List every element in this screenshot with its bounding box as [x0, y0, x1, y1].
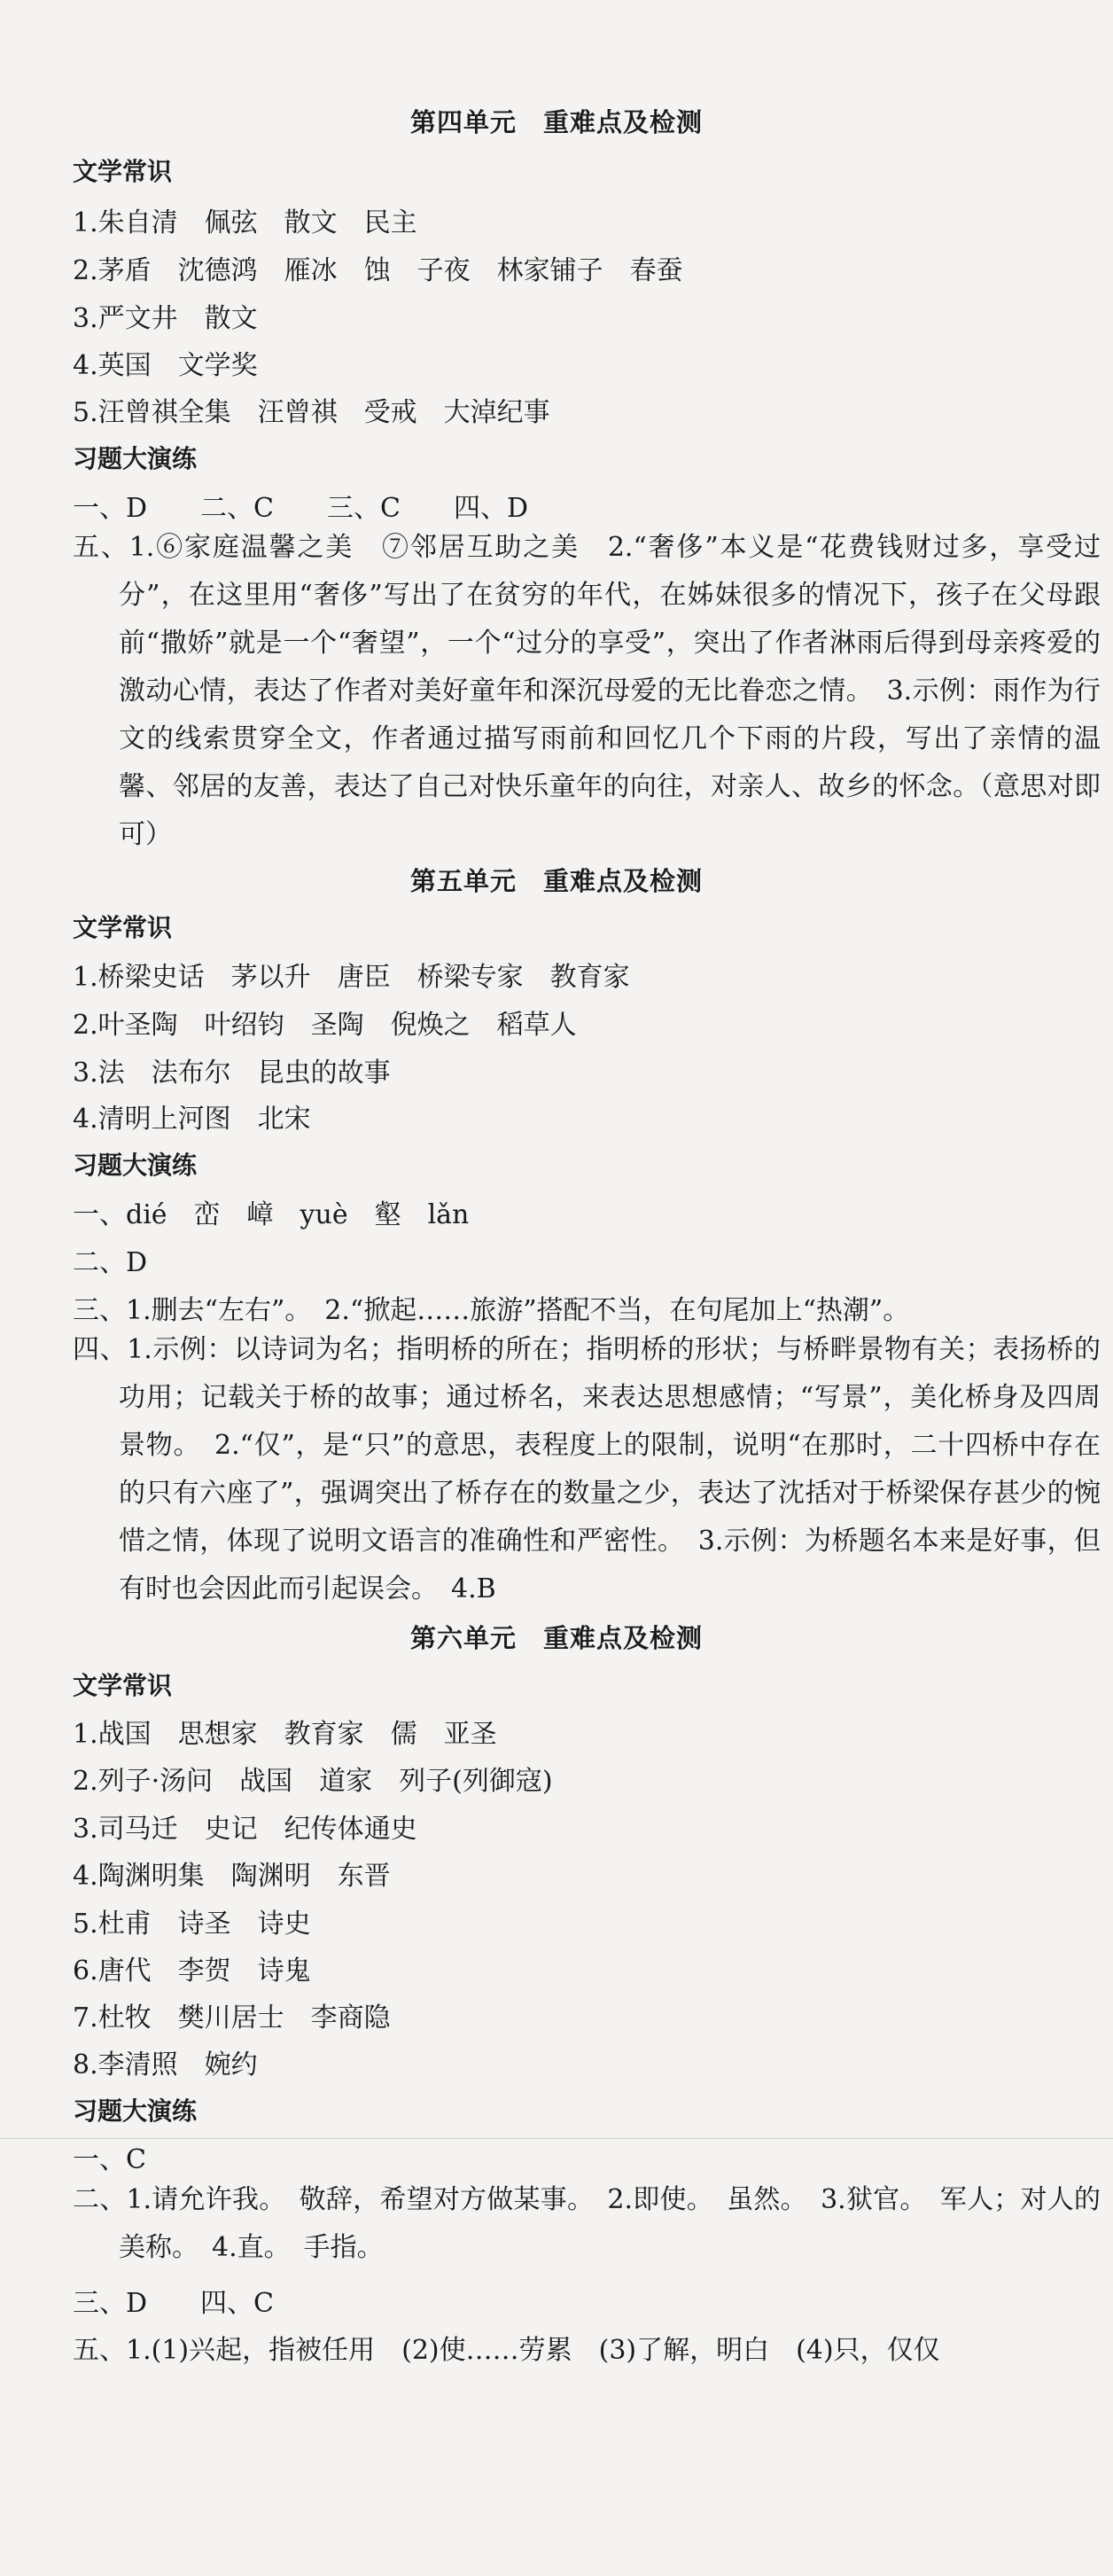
unit6-title: 第六单元 重难点及检测	[409, 1623, 703, 1653]
unit4-literature-item: 2.茅盾 沈德鸿 雁冰 蚀 子夜 林家铺子 春蚕	[73, 255, 683, 286]
unit5-answer-4: 四、1.示例：以诗词为名；指明桥的所在；指明桥的形状；与桥畔景物有关；表扬桥的功用；记载关于桥的故事；通过桥名，来表达思想感情；“写景”，美化桥身及四周景物。 2.“仅”，是“只”的意思，表程度上的限制，说明“在那时，二十四桥中存在的只有六座了”，强调突出了桥存在的数量之少，表达了沈括对于桥梁保存甚少的惋惜之情，体现了说明文语言的准确性和严密性。 3.示例：为桥题名本来是好事，但有时也会因此而引起误会。 4.B	[73, 1334, 1101, 1604]
unit5-literature-item: 3.法 法布尔 昆虫的故事	[73, 1058, 391, 1089]
unit5-literature-item: 1.桥梁史话 茅以升 唐臣 桥梁专家 教育家	[73, 962, 630, 993]
unit5-answer-2: 二、D	[73, 1247, 148, 1278]
unit5-answer-3: 三、1.删去“左右”。 2.“掀起……旅游”搭配不当，在句尾加上“热潮”。	[73, 1295, 910, 1326]
unit6-literature-item: 1.战国 思想家 教育家 儒 亚圣	[73, 1719, 497, 1750]
unit6-literature-item: 2.列子·汤问 战国 道家 列子(列御寇)	[73, 1766, 553, 1797]
unit6-answer-2: 二、1.请允许我。 敬辞，希望对方做某事。 2.即使。 虽然。 3.狱官。 军人；对人的美称。 4.直。 手指。	[73, 2184, 1101, 2263]
unit4-answer-5: 五、1.⑥家庭温馨之美 ⑦邻居互助之美 2.“奢侈”本义是“花费钱财过多，享受过分”，在这里用“奢侈”写出了在贫穷的年代，在姊妹很多的情况下，孩子在父母跟前“撒娇”就是一个“奢望”，一个“过分的享受”，突出了作者淋雨后得到母亲疼爱的激动心情，表达了作者对美好童年和深沉母爱的无比眷恋之情。 3.示例：雨作为行文的线索贯穿全文，作者通过描写雨前和回忆几个下雨的片段，写出了亲情的温馨、邻居的友善，表达了自己对快乐童年的向往，对亲人、故乡的怀念。（意思对即可）	[73, 532, 1101, 850]
unit5-exercise-heading: 习题大演练	[73, 1151, 198, 1180]
unit5-literature-item: 4.清明上河图 北宋	[73, 1104, 311, 1135]
unit4-literature-item: 1.朱自清 佩弦 散文 民主	[73, 207, 417, 238]
unit6-answers-3-4: 三、D 四、C	[73, 2288, 275, 2319]
unit6-literature-item: 3.司马迁 史记 纪传体通史	[73, 1814, 417, 1845]
unit4-title: 第四单元 重难点及检测	[409, 107, 703, 137]
unit5-literature-item: 2.叶圣陶 叶绍钧 圣陶 倪焕之 稻草人	[73, 1010, 577, 1041]
unit6-literature-item: 7.杜牧 樊川居士 李商隐	[73, 2002, 391, 2033]
page-fold-line	[0, 2138, 1113, 2139]
unit6-exercise-heading: 习题大演练	[73, 2096, 198, 2126]
unit4-literature-item: 5.汪曾祺全集 汪曾祺 受戒 大淖纪事	[73, 397, 550, 428]
unit6-literature-item: 6.唐代 李贺 诗鬼	[73, 1955, 311, 1987]
unit4-literature-item: 3.严文井 散文	[73, 303, 258, 334]
unit5-answer-1: 一、dié 峦 嶂 yuè 壑 lǎn	[73, 1199, 470, 1230]
unit6-answer-1: 一、C	[73, 2144, 146, 2175]
unit5-literature-heading: 文学常识	[73, 913, 173, 942]
unit4-literature-heading: 文学常识	[73, 157, 173, 186]
unit5-title: 第五单元 重难点及检测	[409, 866, 703, 896]
unit6-literature-item: 5.杜甫 诗圣 诗史	[73, 1909, 311, 1940]
unit6-literature-item: 8.李清照 婉约	[73, 2049, 258, 2080]
unit4-exercise-heading: 习题大演练	[73, 444, 198, 473]
unit6-literature-heading: 文学常识	[73, 1671, 173, 1700]
unit6-literature-item: 4.陶渊明集 陶渊明 东晋	[73, 1861, 391, 1892]
unit4-answers-1-4: 一、D 二、C 三、C 四、D	[73, 493, 529, 524]
unit4-literature-item: 4.英国 文学奖	[73, 350, 258, 381]
unit6-answer-5: 五、1.(1)兴起，指被任用 (2)使……劳累 (3)了解，明白 (4)只，仅仅	[73, 2335, 940, 2366]
